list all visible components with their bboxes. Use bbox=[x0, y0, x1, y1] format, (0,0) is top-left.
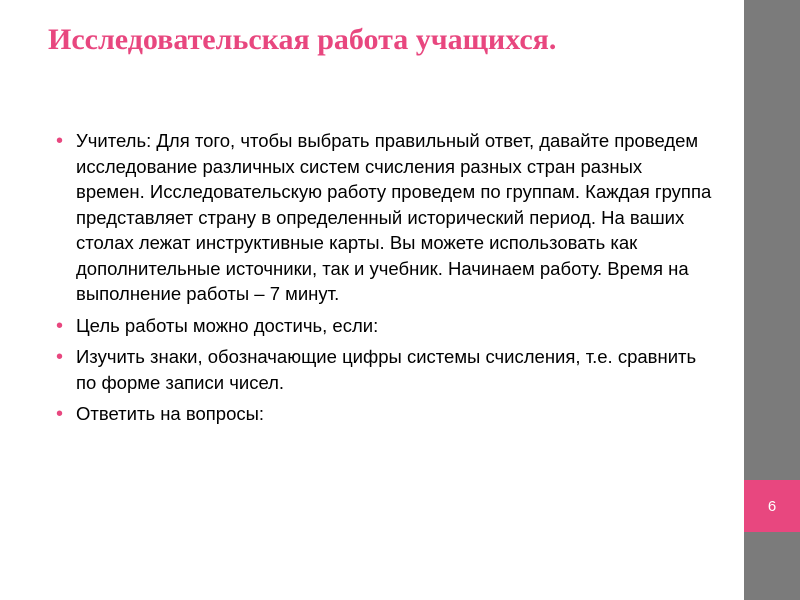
list-item: • Ответить на вопросы: bbox=[52, 401, 712, 427]
slide-title: Исследовательская работа учащихся. bbox=[48, 23, 557, 56]
list-item: • Изучить знаки, обозначающие цифры системы счисления, т.е. сравнить по форме записи чисел. bbox=[52, 344, 712, 395]
list-item: • Цель работы можно достичь, если: bbox=[52, 313, 712, 339]
slide-bullet-list bbox=[52, 128, 712, 433]
page-number-badge: 6 bbox=[744, 480, 800, 532]
list-item: • Учитель: Для того, чтобы выбрать правильный ответ, давайте проведем исследование различных систем счисления разных стран разных времен. Исследовательскую работу проведем по группам. Каждая группа представляет страну в определенный исторический период. На ваших столах лежат инструктивные карты. Вы можете использовать как дополнительные источники, так и учебник. Начинаем работу. Время на выполнение работы – 7 минут. bbox=[52, 128, 712, 307]
